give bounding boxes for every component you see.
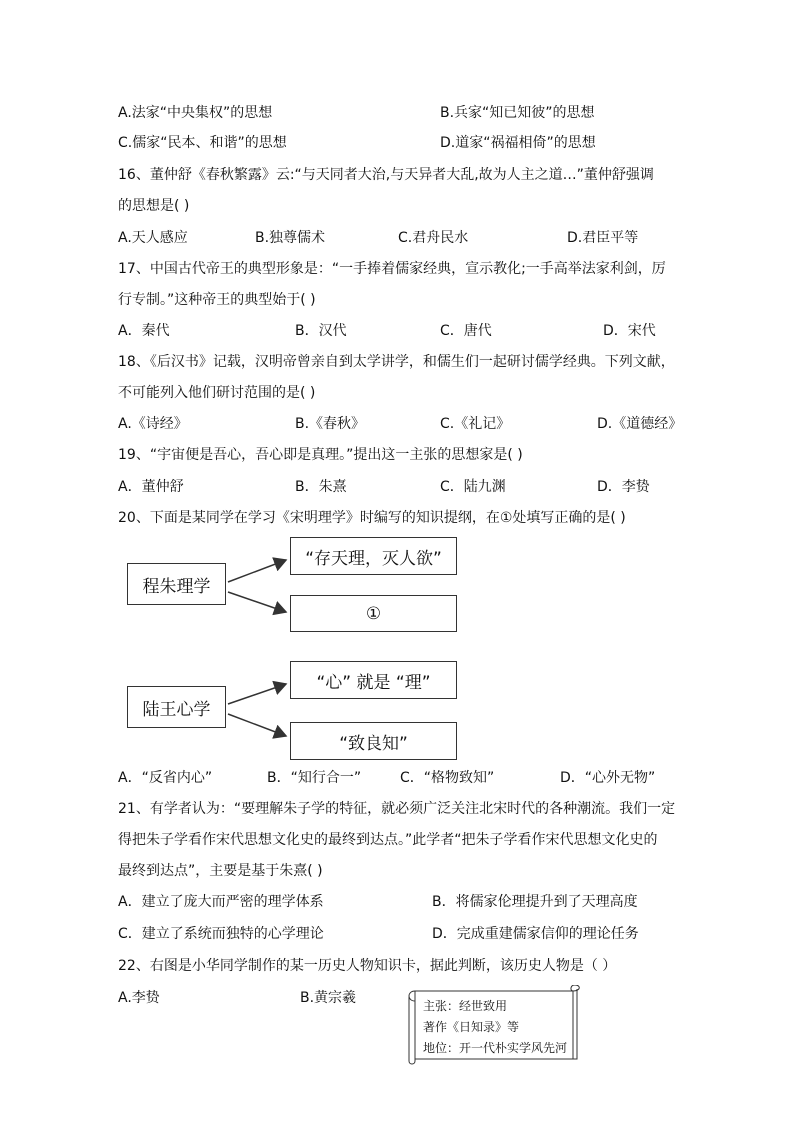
q16-option-c: C.君舟民水: [398, 230, 469, 246]
q16-option-a: A.天人感应: [118, 230, 188, 246]
q20-option-a: A．“反省内心”: [118, 770, 213, 786]
q21-option-d: D．完成重建儒家信仰的理论任务: [432, 926, 639, 942]
q15-option-b: B.兵家“知已知彼”的思想: [440, 105, 595, 121]
diagram-luwang-item2: “致良知”: [290, 722, 457, 760]
q17-option-a: A．秦代: [118, 323, 170, 339]
q18-stem-line1: 18、《后汉书》记载，汉明帝曾亲自到太学讲学，和儒生们一起研讨儒学经典。下列文献，: [118, 354, 675, 370]
q18-option-d: D.《道德经》: [597, 416, 683, 432]
q16-stem-line2: 的思想是( ): [118, 198, 190, 214]
q21-stem-line3: 最终到达点”，主要是基于朱熹( ): [118, 863, 323, 879]
q21-stem-line2: 得把朱子学看作宋代思想文化史的最终到达点。”此学者“把朱子学看作宋代思想文化史的: [118, 832, 658, 848]
card-line-status: 地位：开一代朴实学风先河: [423, 1041, 568, 1055]
q20-option-d: D．“心外无物”: [560, 770, 656, 786]
arrow-lu-to-item2: [228, 714, 286, 736]
q16-option-b: B.独尊儒术: [255, 230, 326, 246]
q20-option-b: B．“知行合一”: [267, 770, 362, 786]
diagram-chengzhu-item1: “存天理，灭人欲”: [290, 537, 457, 575]
arrow-lu-to-item1: [228, 684, 286, 704]
card-line-works: 著作《日知录》等: [423, 1020, 520, 1034]
q22-option-a: A.李贽: [118, 990, 160, 1006]
q17-option-d: D．宋代: [603, 323, 656, 339]
q17-option-b: B．汉代: [295, 323, 347, 339]
q17-stem-line1: 17、中国古代帝王的典型形象是：“一手捧着儒家经典，宣示教化;一手高举法家利剑，厉: [118, 261, 666, 277]
q21-option-c: C．建立了系统而独特的心学理论: [118, 926, 324, 942]
arrow-zhu-to-item2: [228, 592, 286, 612]
diagram-school-chengzhu: 程朱理学: [127, 563, 226, 605]
arrow-zhu-to-item1: [228, 560, 286, 582]
q17-option-c: C．唐代: [440, 323, 492, 339]
q15-option-d: D.道家“祸福相倚”的思想: [440, 135, 596, 151]
q16-stem-line1: 16、董仲舒《春秋繁露》云:“与天同者大治,与天异者大乱,故为人主之道…”董仲舒强调: [118, 167, 654, 183]
diagram-luwang-item1: “心” 就是 “理”: [290, 661, 457, 699]
q20-stem: 20、下面是某同学在学习《宋明理学》时编写的知识提纲，在①处填写正确的是( ): [118, 510, 626, 526]
knowledge-card-scroll: [405, 985, 585, 1065]
q19-option-c: C．陆九渊: [440, 479, 506, 495]
q15-option-a: A.法家“中央集权”的思想: [118, 105, 273, 121]
q19-option-a: A．董仲舒: [118, 479, 184, 495]
q17-stem-line2: 行专制。”这种帝王的典型始于( ): [118, 292, 316, 308]
q18-option-c: C.《礼记》: [440, 416, 511, 432]
q22-option-b: B.黄宗羲: [300, 990, 357, 1006]
diagram-school-luwang: 陆王心学: [127, 686, 226, 728]
q16-option-d: D.君臣平等: [567, 230, 639, 246]
q18-option-a: A.《诗经》: [118, 416, 188, 432]
q19-stem: 19、“宇宙便是吾心，吾心即是真理。”提出这一主张的思想家是( ): [118, 447, 523, 463]
q15-option-c: C.儒家“民本、和谐”的思想: [118, 135, 287, 151]
q19-option-d: D．李贽: [597, 479, 650, 495]
q22-stem: 22、右图是小华同学制作的某一历史人物知识卡，据此判断，该历史人物是（ ）: [118, 958, 617, 974]
q20-option-c: C．“格物致知”: [400, 770, 495, 786]
q21-option-b: B．将儒家伦理提升到了天理高度: [432, 894, 638, 910]
card-line-claim: 主张：经世致用: [423, 999, 508, 1013]
q21-option-a: A．建立了庞大而严密的理学体系: [118, 894, 324, 910]
diagram-chengzhu-item2-blank: ①: [290, 595, 457, 632]
q19-option-b: B．朱熹: [295, 479, 347, 495]
q18-option-b: B.《春秋》: [295, 416, 366, 432]
q21-stem-line1: 21、有学者认为：“要理解朱子学的特征，就必须广泛关注北宋时代的各种潮流。我们一定: [118, 801, 676, 817]
q18-stem-line2: 不可能列入他们研讨范围的是( ): [118, 385, 316, 401]
